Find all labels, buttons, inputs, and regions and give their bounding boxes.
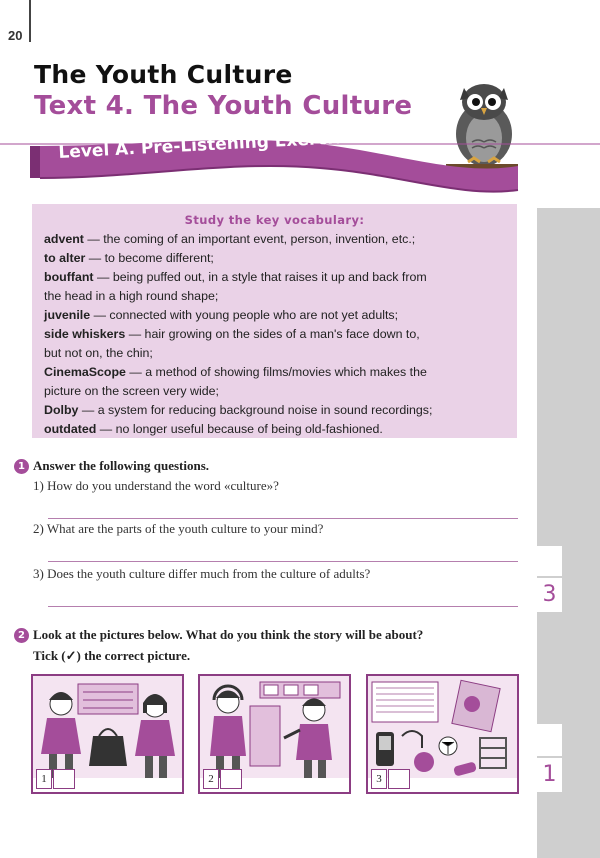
vocabulary-list — [44, 230, 510, 439]
vocab-line: Dolby — a system for reducing background noise in sound recordings; — [44, 403, 433, 417]
picture-3-tick-box[interactable] — [388, 769, 410, 789]
picture-2[interactable] — [198, 674, 351, 794]
vocabulary-box — [32, 204, 517, 438]
task1-title: Answer the following questions. — [33, 458, 210, 473]
page-number: 20 — [8, 28, 23, 43]
picture-2-label: 2 — [203, 769, 219, 789]
task2-number: 2 — [14, 628, 29, 643]
question-3: 3) Does the youth culture differ much from the culture of adults? — [33, 566, 371, 581]
picture-1[interactable] — [31, 674, 184, 794]
vocab-line: bouffant — being puffed out, in a style that raises it up and back from — [44, 270, 427, 284]
vocab-line: outdated — no longer useful because of being old-fashioned. — [44, 422, 383, 436]
vocab-line: but not on, the chin; — [44, 346, 153, 360]
vocab-line: juvenile — connected with young people who are not yet adults; — [44, 308, 399, 322]
vocab-line: picture on the screen very wide; — [44, 384, 219, 398]
picture-1-label: 1 — [36, 769, 52, 789]
picture-1-tick-box[interactable] — [53, 769, 75, 789]
answer-line-2[interactable] — [48, 561, 518, 562]
picture-2-tick-box[interactable] — [220, 769, 242, 789]
answer-line-3[interactable] — [48, 606, 518, 607]
task2-title-line2: Tick (✓) the correct picture. — [33, 648, 191, 663]
picture-3[interactable] — [366, 674, 519, 794]
page-margin-rule — [29, 0, 31, 42]
page-title: The Youth Culture — [34, 60, 293, 89]
page-subtitle: Text 4. The Youth Culture — [34, 91, 413, 121]
score-box-blank-1 — [537, 546, 562, 576]
answer-line-1[interactable] — [48, 518, 518, 519]
vocab-line: CinemaScope — a method of showing films/movies which makes the — [44, 365, 427, 379]
score-box-blank-2 — [537, 724, 562, 756]
task2-title-line1: Look at the pictures below. What do you think the story will be about? — [33, 627, 424, 642]
task1-score: 3 — [542, 582, 557, 607]
banner-title: Level A. Pre-Listening Exercises — [58, 126, 366, 163]
vocab-line: advent — the coming of an important event, person, invention, etc.; — [44, 232, 416, 246]
question-2: 2) What are the parts of the youth culture to your mind? — [33, 521, 324, 536]
vocabulary-heading: Study the key vocabulary: — [184, 213, 365, 227]
vocab-line: to alter — to become different; — [44, 251, 214, 265]
task1-number: 1 — [14, 459, 29, 474]
task2-score: 1 — [542, 762, 557, 787]
vocab-line: side whiskers — hair growing on the sides of a man's face down to, — [44, 327, 420, 341]
picture-3-label: 3 — [371, 769, 387, 789]
question-1: 1) How do you understand the word «culture»? — [33, 478, 279, 493]
vocab-line: the head in a high round shape; — [44, 289, 219, 303]
